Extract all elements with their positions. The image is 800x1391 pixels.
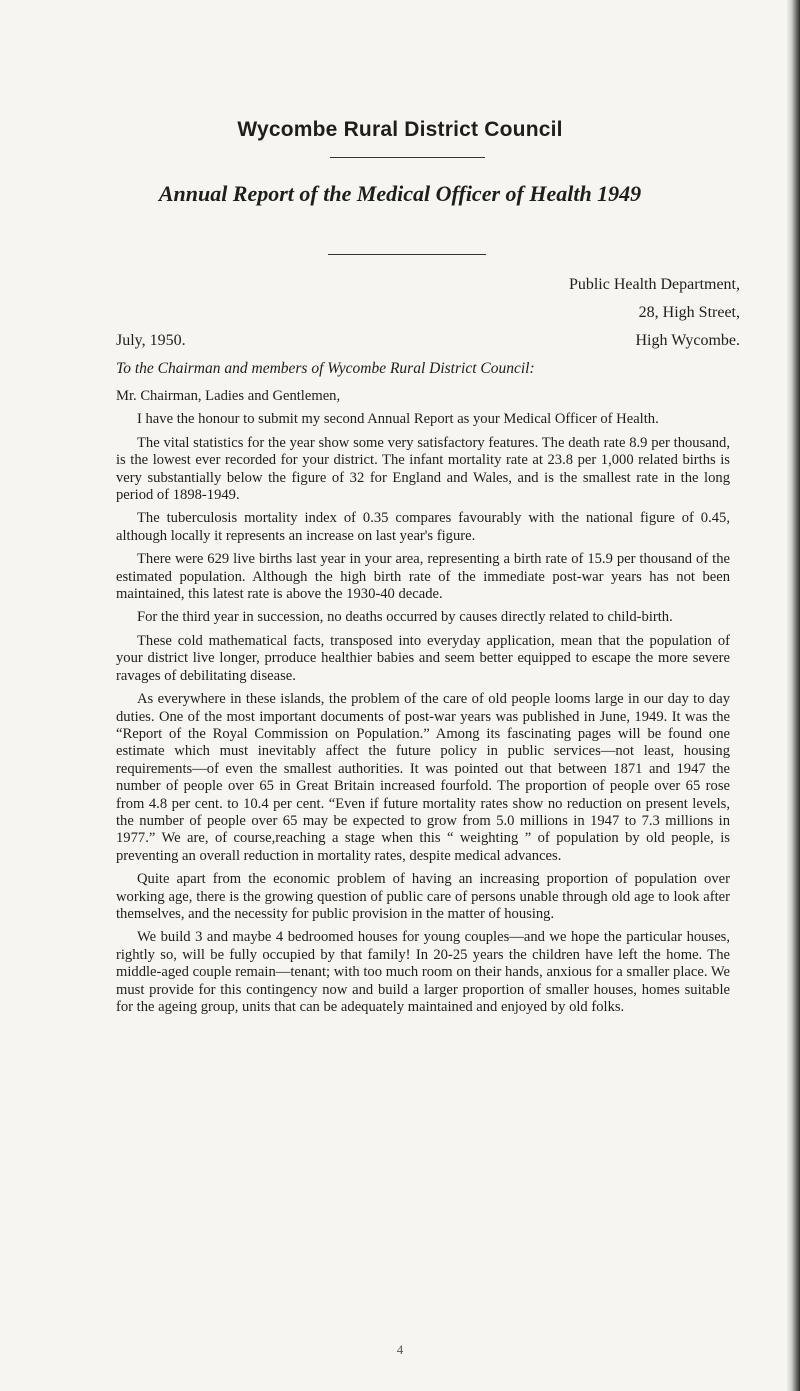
address-line-2: 28, High Street,: [638, 304, 740, 321]
paragraph: These cold mathematical facts, transposed into everyday application, mean that the population of your district live longer, prroduce healthier babies and seem better equipped to escape the more severe ravages of debilitating disease.: [116, 632, 730, 684]
title-divider-bottom: [328, 254, 486, 255]
paragraph: Quite apart from the economic problem of having an increasing proportion of population over working age, there is the growing question of public care of persons unable through old age to look after themselves, and the necessity for public provision in the matter of housing.: [116, 871, 730, 922]
report-title: Annual Report of the Medical Officer of Health 1949: [158, 181, 642, 206]
paragraph: For the third year in succession, no deaths occurred by causes directly related to child-birth.: [137, 609, 673, 626]
council-name: Wycombe Rural District Council: [237, 118, 563, 141]
address-line-1: Public Health Department,: [568, 276, 740, 293]
address-line-3: High Wycombe.: [635, 332, 740, 349]
addressee: To the Chairman and members of Wycombe Rural District Council:: [116, 360, 535, 377]
paragraph: As everywhere in these islands, the problem of the care of old people looms large in our day to day duties. One of the most important documents of post-war years was published in June, 1949. It was the “Report of the Royal Commission on Population.” Among its fascinating pages will be found one estimate which must inevitably affect the future policy in public services—not least, housing requirements—of even the smallest authorities. It was pointed out that between 1871 and 1947 the number of people over 65 in Great Britain increased fourfold. The proportion of people over 65 rose from 4.8 per cent. to 10.4 per cent. “Even if future mortality rates show no reduction on present levels, the number of people over 65 may be expected to grow from 5.0 millions in 1947 to 7.3 millions in 1977.” We are, of course,reaching a stage when this “ weighting ” of population by old people, is preventing an overall reduction in mortality rates, despite medical advances.: [116, 691, 730, 864]
page-number: 4: [396, 1342, 404, 1357]
binding-edge: [786, 0, 800, 1391]
paragraph: There were 629 live births last year in your area, representing a birth rate of 15.9 per thousand of the estimated population. Although the high birth rate of the immediate post-war years has not been maintained, this latest rate is above the 1930-40 decade.: [116, 551, 730, 603]
paragraph: The tuberculosis mortality index of 0.35 compares favourably with the national figure of 0.45, although locally it represents an increase on last year's figure.: [116, 510, 730, 544]
letter-body: [116, 388, 730, 1022]
paragraph: We build 3 and maybe 4 bedroomed houses for young couples—and we hope the particular houses, rightly so, will be fully occupied by that family! In 20-25 years the children have left the home. The middle-aged couple remain—tenant; with too much room on their hands, anxious for a smaller place. We must provide for this contingency now and build a larger proportion of smaller houses, homes suitable for the ageing group, units that can be adequately maintained and enjoyed by old folks.: [116, 929, 730, 1015]
report-date: July, 1950.: [116, 332, 186, 349]
salutation: Mr. Chairman, Ladies and Gentlemen,: [116, 388, 341, 404]
paragraph: I have the honour to submit my second Annual Report as your Medical Officer of Health.: [137, 411, 659, 428]
title-divider-top: [330, 157, 485, 158]
paragraph: The vital statistics for the year show some very satisfactory features. The death rate 8.9 per thousand, is the lowest ever recorded for your district. The infant mortality rate at 23.8 per 1,000 related births is very substantially below the figure of 32 for England and Wales, and is the smallest rate in the long period of 1898-1949.: [116, 434, 730, 504]
